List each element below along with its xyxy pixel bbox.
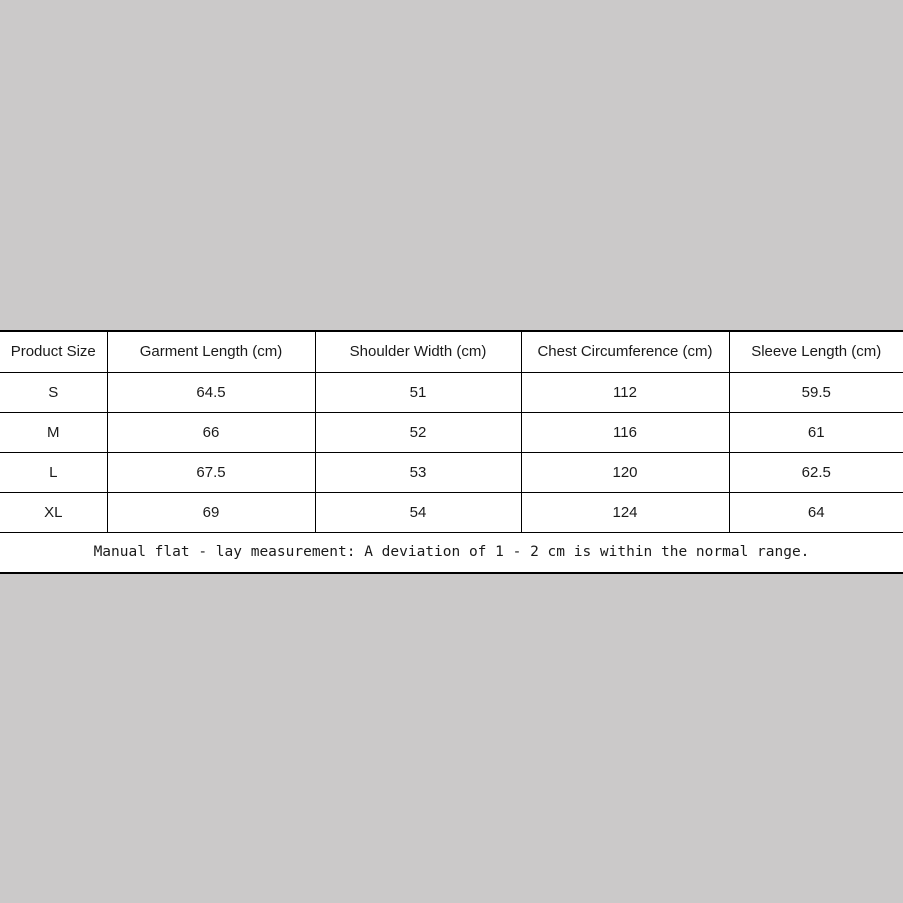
cell-sleeve-length: 62.5: [729, 452, 903, 492]
cell-shoulder-width: 52: [315, 412, 521, 452]
column-header-sleeve-length: Sleeve Length (cm): [729, 332, 903, 372]
size-table: [0, 332, 903, 572]
column-header-chest-circumference: Chest Circumference (cm): [521, 332, 729, 372]
table-row: [0, 372, 903, 412]
cell-sleeve-length: 64: [729, 492, 903, 532]
table-row: [0, 412, 903, 452]
cell-chest-circumference: 116: [521, 412, 729, 452]
cell-size: XL: [0, 492, 107, 532]
cell-garment-length: 66: [107, 412, 315, 452]
size-table-container: [0, 330, 903, 574]
cell-chest-circumference: 112: [521, 372, 729, 412]
cell-garment-length: 67.5: [107, 452, 315, 492]
table-row: [0, 492, 903, 532]
measurement-note: Manual flat - lay measurement: A deviation of 1 - 2 cm is within the normal range.: [93, 544, 810, 561]
table-row: [0, 452, 903, 492]
cell-shoulder-width: 53: [315, 452, 521, 492]
cell-size: S: [0, 372, 107, 412]
cell-garment-length: 64.5: [107, 372, 315, 412]
cell-chest-circumference: 124: [521, 492, 729, 532]
column-header-garment-length: Garment Length (cm): [107, 332, 315, 372]
cell-shoulder-width: 54: [315, 492, 521, 532]
cell-size: L: [0, 452, 107, 492]
column-header-shoulder-width: Shoulder Width (cm): [315, 332, 521, 372]
cell-shoulder-width: 51: [315, 372, 521, 412]
cell-sleeve-length: 61: [729, 412, 903, 452]
cell-size: M: [0, 412, 107, 452]
column-header-product-size: Product Size: [0, 332, 107, 372]
table-note-row: [0, 532, 903, 572]
cell-chest-circumference: 120: [521, 452, 729, 492]
table-header-row: [0, 332, 903, 372]
cell-sleeve-length: 59.5: [729, 372, 903, 412]
cell-garment-length: 69: [107, 492, 315, 532]
